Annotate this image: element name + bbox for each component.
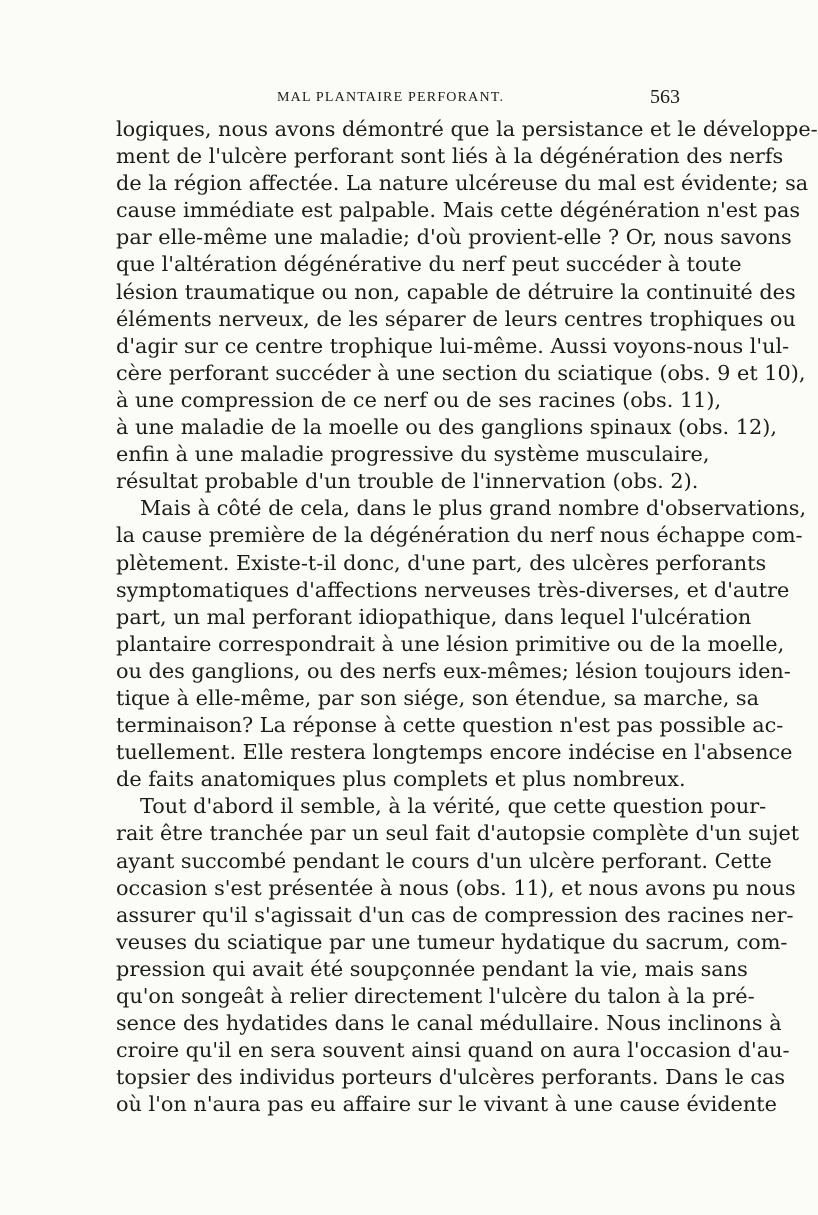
- text-line: que l'altération dégénérative du nerf peut succéder à toute: [116, 252, 742, 277]
- text-line: où l'on n'aura pas eu affaire sur le vivant à une cause évidente: [116, 1092, 777, 1117]
- text-line: rait être tranchée par un seul fait d'autopsie complète d'un sujet: [116, 821, 800, 846]
- text-line: cère perforant succéder à une section du sciatique (obs. 9 et 10),: [116, 360, 806, 385]
- paragraph-2: [116, 495, 807, 793]
- paragraph-1: [116, 116, 818, 495]
- text-line: logiques, nous avons démontré que la persistance et le développe-: [116, 117, 818, 141]
- text-line: tique à elle-même, par son siége, son étendue, sa marche, sa: [116, 685, 759, 710]
- running-title: MAL PLANTAIRE PERFORANT.: [277, 90, 505, 105]
- text-line: enfin à une maladie progressive du système musculaire,: [116, 442, 710, 467]
- text-line: éléments nerveux, de les séparer de leurs centres trophiques ou: [116, 306, 796, 331]
- page-number: 563: [650, 86, 680, 108]
- text-line: Mais à côté de cela, dans le plus grand nombre d'observations,: [140, 496, 807, 521]
- text-line: ment de l'ulcère perforant sont liés à la dégénération des nerfs: [116, 144, 784, 169]
- text-line: symptomatiques d'affections nerveuses très-diverses, et d'autre: [116, 577, 790, 602]
- text-line: pression qui avait été soupçonnée pendant la vie, mais sans: [116, 956, 748, 981]
- text-line: sence des hydatides dans le canal médullaire. Nous inclinons à: [116, 1011, 782, 1036]
- text-line: tuellement. Elle restera longtemps encore indécise en l'absence: [116, 740, 793, 765]
- text-line: part, un mal perforant idiopathique, dans lequel l'ulcération: [116, 604, 752, 629]
- text-line: à une maladie de la moelle ou des ganglions spinaux (obs. 12),: [116, 415, 777, 440]
- text-line: à une compression de ce nerf ou de ses racines (obs. 11),: [116, 387, 722, 412]
- text-line: de faits anatomiques plus complets et plus nombreux.: [116, 767, 686, 792]
- text-line: plètement. Existe-t-il donc, d'une part, des ulcères perforants: [116, 550, 767, 575]
- text-line: d'agir sur ce centre trophique lui-même. Aussi voyons-nous l'ul-: [116, 333, 790, 358]
- body-text: [116, 116, 818, 1118]
- text-line: qu'on songeât à relier directement l'ulcère du talon à la pré-: [116, 984, 755, 1008]
- text-line: topsier des individus porteurs d'ulcères perforants. Dans le cas: [116, 1065, 786, 1090]
- text-line: lésion traumatique ou non, capable de détruire la continuité des: [116, 279, 796, 304]
- text-line: occasion s'est présentée à nous (obs. 11), et nous avons pu nous: [116, 875, 796, 900]
- text-line: Tout d'abord il semble, à la vérité, que cette question pour-: [140, 794, 767, 819]
- text-line: assurer qu'il s'agissait d'un cas de compression des racines ner-: [116, 902, 794, 927]
- text-line: cause immédiate est palpable. Mais cette dégénération n'est pas: [116, 198, 801, 223]
- running-head: [117, 86, 680, 112]
- text-line: de la région affectée. La nature ulcéreuse du mal est évidente; sa: [116, 171, 809, 196]
- text-line: ayant succombé pendant le cours d'un ulcère perforant. Cette: [116, 848, 772, 873]
- text-line: par elle-même une maladie; d'où provient-elle ? Or, nous savons: [116, 225, 792, 250]
- paragraph-3: [116, 793, 800, 1118]
- text-line: ou des ganglions, ou des nerfs eux-mêmes; lésion toujours iden-: [116, 658, 791, 683]
- text-line: terminaison? La réponse à cette question n'est pas possible ac-: [116, 713, 784, 738]
- text-line: la cause première de la dégénération du nerf nous échappe com-: [116, 523, 803, 548]
- text-line: résultat probable d'un trouble de l'innervation (obs. 2).: [116, 469, 699, 494]
- text-line: veuses du sciatique par une tumeur hydatique du sacrum, com-: [116, 929, 788, 954]
- text-line: plantaire correspondrait à une lésion primitive ou de la moelle,: [116, 631, 785, 656]
- text-line: croire qu'il en sera souvent ainsi quand on aura l'occasion d'au-: [116, 1038, 790, 1063]
